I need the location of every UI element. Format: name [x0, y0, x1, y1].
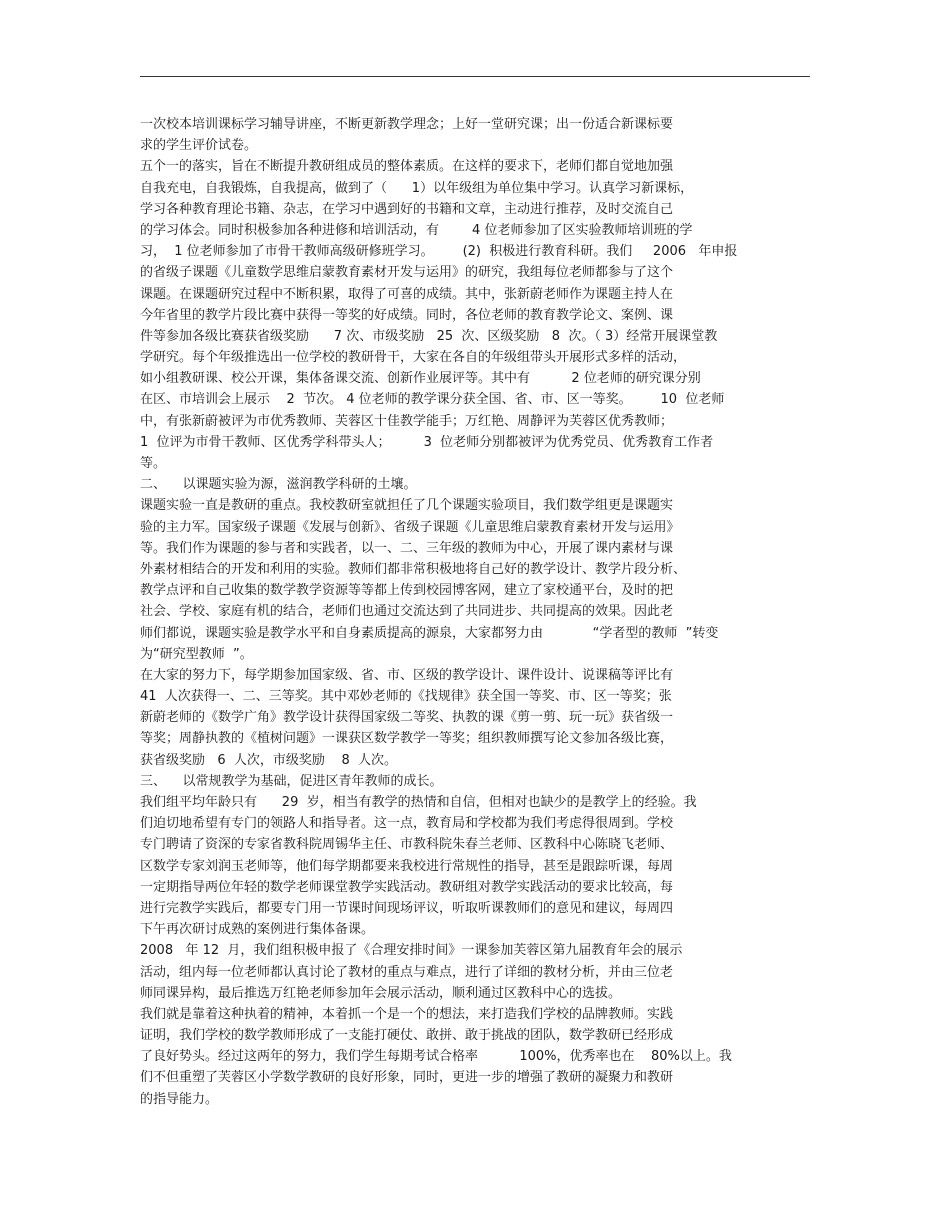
- text-line: 课题。在课题研究过程中不断积累，取得了可喜的成绩。其中，张新蔚老师作为课题主持人在: [140, 286, 674, 302]
- text-line: 求的学生评价试卷。: [140, 138, 258, 154]
- text-line: 等。我们作为课题的参与者和实践者，以一、二、三年级的教师为中心，开展了课内素材与课: [140, 540, 674, 556]
- text-line: 在大家的努力下，每学期参加国家级、省、市、区级的教学设计、课件设计、说课稿等评比有: [140, 667, 674, 683]
- text-line: 自我充电，自我锻炼，自我提高，做到了（ 1）以年级组为单位集中学习。认真学习新课标，: [140, 180, 694, 196]
- text-line: 课题实验一直是教研的重点。我校教研室就担任了几个课题实验项目，我们数学组更是课题实: [140, 498, 674, 514]
- text-line: 们迫切地希望有专门的领路人和指导者。这一点，教育局和学校都为我们考虑得很周到。学校: [140, 816, 674, 832]
- text-line: 们不但重塑了芙蓉区小学数学教研的良好形象，同时，更进一步的增强了教研的凝聚力和教研: [140, 1070, 674, 1086]
- text-line: 的指导能力。: [140, 1091, 219, 1107]
- text-line: 我们组平均年龄只有 29 岁，相当有教学的热情和自信，但相对也缺少的是教学上的经验。我: [140, 795, 697, 810]
- text-line: 学研究。每个年级推选出一位学校的教研骨干，大家在各自的年级组带头开展形式多样的活动，: [140, 350, 687, 366]
- text-line: 2008 年 12 月，我们组积极申报了《合理安排时间》一课参加芙蓉区第九届教育年会的展示: [140, 943, 683, 959]
- text-line: 社会、学校、家庭有机的结合，老师们也通过交流达到了共同进步、共同提高的效果。因此老: [140, 604, 674, 620]
- text-line: 获省级奖励 6 人次，市级奖励 8 人次。: [140, 752, 397, 768]
- text-line: 41 人次获得一、二、三等奖。其中邓妙老师的《找规律》获全国一等奖、市、区一等奖；张: [140, 689, 672, 705]
- text-line: 等奖；周静执教的《植树问题》一课获区数学教学一等奖；组织教师撰写论文参加各级比赛，: [140, 731, 674, 747]
- text-line: 活动，组内每一位老师都认真讨论了教材的重点与难点，进行了详细的教材分析，并由三位老: [140, 964, 674, 980]
- header-rule: [140, 76, 810, 77]
- text-line: 学习各种教育理论书籍、杂志，在学习中遇到好的书籍和文章，主动进行推荐，及时交流自己: [140, 201, 674, 217]
- text-line: 件等参加各级比赛获省级奖励 7 次、市级奖励 25 次、区级奖励 8 次。（ 3）经常开展课堂教: [140, 328, 718, 344]
- text-line: 证明，我们学校的数学教师形成了一支能打硬仗、敢拼、敢于挑战的团队，数学教研已经形成: [140, 1028, 674, 1044]
- text-line: 了良好势头。经过这两年的努力，我们学生每期考试合格率 100%，优秀率也在 80%以上。我: [140, 1049, 732, 1065]
- text-line: 教学点评和自己收集的数学教学资源等等都上传到校园博客网，建立了家校通平台，及时的把: [140, 583, 674, 599]
- text-line: 外素材相结合的开发和利用的实验。教师们都非常积极地将自己好的教学设计、教学片段分析、: [140, 561, 687, 577]
- text-line: 师们都说，课题实验是教学水平和自身素质提高的源泉，大家都努力由 “学者型的教师 ”转变: [140, 625, 719, 641]
- text-line: 二、 以课题实验为源，滋润教学科研的土壤。: [140, 477, 417, 493]
- text-line: 为“研究型教师 ”。: [140, 646, 253, 662]
- text-line: 三、 以常规教学为基础，促进区青年教师的成长。: [140, 773, 443, 789]
- text-line: 等。: [140, 456, 167, 471]
- text-line: 的学习体会。同时积极参加各种进修和培训活动，有 4 位老师参加了区实验教师培训班的学: [140, 222, 693, 238]
- text-line: 一次校本培训课标学习辅导讲座，不断更新教学理念；上好一堂研究课；出一份适合新课标要: [140, 117, 674, 132]
- text-line: 下午再次研讨成熟的案例进行集体备课。: [140, 922, 375, 938]
- document-body: [140, 114, 820, 1110]
- text-line: 进行完教学实践后，都要专门用一节课时间现场评议，听取听课教师们的意见和建议，每周四: [140, 900, 674, 916]
- text-line: 五个一的落实，旨在不断提升教研组成员的整体素质。在这样的要求下，老师们都自觉地加强: [140, 159, 674, 175]
- text-line: 师同课异构，最后推选万红艳老师参加年会展示活动，顺利通过区教科中心的选拔。: [140, 985, 622, 1001]
- text-line: 区数学专家刘润玉老师等，他们每学期都要来我校进行常规性的指导，甚至是跟踪听课，每周: [140, 858, 674, 874]
- text-line: 习， 1 位老师参加了市骨干教师高级研修班学习。 (2) 积极进行教育科研。我们 2006 年申报: [140, 244, 738, 260]
- text-line: 专门聘请了资深的专家省教科院周锡华主任、市教科院朱春兰老师、区教科中心陈晓飞老师、: [140, 837, 674, 853]
- text-line: 我们就是靠着这种执着的精神，本着抓一个是一个的想法，来打造我们学校的品牌教师。实践: [140, 1006, 674, 1022]
- text-line: 今年省里的教学片段比赛中获得一等奖的好成绩。同时，各位老师的教育教学论文、案例、课: [140, 307, 674, 323]
- text-line: 验的主力军。国家级子课题《发展与创新》、省级子课题《儿童思维启蒙教育素材开发与运用》: [140, 519, 680, 535]
- text-line: 的省级子课题《儿童数学思维启蒙教育素材开发与运用》的研究，我组每位老师都参与了这个: [140, 265, 674, 281]
- text-line: 如小组教研课、校公开课，集体备课交流、创新作业展评等。其中有 2 位老师的研究课分别: [140, 371, 701, 387]
- text-line: 中，有张新蔚被评为市优秀教师、芙蓉区十佳教学能手；万红艳、周静评为芙蓉区优秀教师；: [140, 413, 674, 429]
- text-line: 一定期指导两位年轻的数学老师课堂教学实践活动。教研组对教学实践活动的要求比较高，每: [140, 879, 674, 895]
- text-line: 在区、市培训会上展示 2 节次。 4 位老师的教学课分获全国、省、市、区一等奖。 10 位老师: [140, 392, 725, 408]
- text-line: 1 位评为市骨干教师、区优秀学科带头人； 3 位老师分别都被评为优秀党员、优秀教育工作者: [140, 434, 714, 450]
- text-line: 新蔚老师的《数学广角》教学设计获得国家级二等奖、执教的课《剪一剪、玩一玩》获省级一: [140, 710, 674, 726]
